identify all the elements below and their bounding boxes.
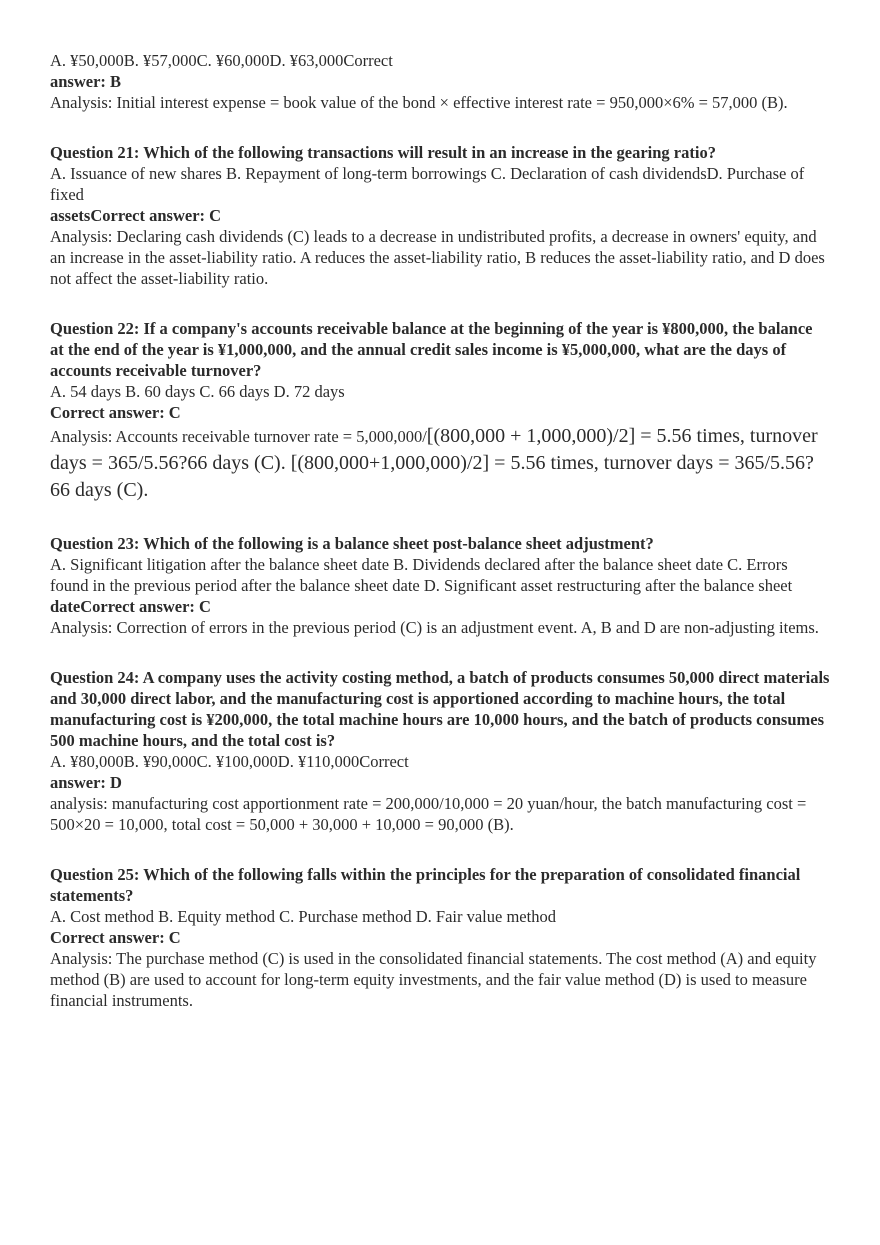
- q25-analysis: Analysis: The purchase method (C) is used in the consolidated financial statements. The cost method (A) and equity method (B) are used to account for long-term equity investments, and the fair value method (D) is used to measure financial instruments.: [50, 949, 817, 1010]
- question-20-block: [50, 50, 830, 113]
- question-25-block: [50, 864, 830, 1011]
- q24-answer: answer: D: [50, 773, 122, 792]
- q21-question: Question 21: Which of the following transactions will result in an increase in the gearing ratio?: [50, 143, 716, 162]
- q25-question: Question 25: Which of the following falls within the principles for the preparation of consolidated financial statements?: [50, 865, 801, 905]
- q23-options: A. Significant litigation after the balance sheet date B. Dividends declared after the balance sheet date C. Errors found in the previous period after the balance sheet date D. Significant asset restructuring after the balance sheet: [50, 555, 793, 595]
- question-21-block: [50, 142, 830, 289]
- q21-options: A. Issuance of new shares B. Repayment of long-term borrowings C. Declaration of cash dividendsD. Purchase of fixed: [50, 164, 805, 204]
- q22-answer: Correct answer: C: [50, 403, 181, 422]
- q24-analysis: analysis: manufacturing cost apportionment rate = 200,000/10,000 = 20 yuan/hour, the batch manufacturing cost = 500×20 = 10,000, total cost = 50,000 + 30,000 + 10,000 = 90,000 (B).: [50, 794, 807, 834]
- q22-analysis: [50, 423, 830, 504]
- question-22-block: [50, 318, 830, 504]
- q23-answer: dateCorrect answer: C: [50, 597, 211, 616]
- q20-answer: answer: B: [50, 72, 122, 91]
- q20-analysis: Analysis: Initial interest expense = book value of the bond × effective interest rate = 950,000×6% = 57,000 (B).: [50, 93, 788, 112]
- q20-options: A. ¥50,000B. ¥57,000C. ¥60,000D. ¥63,000Correct: [50, 51, 393, 70]
- q24-question: Question 24: A company uses the activity costing method, a batch of products consumes 50,000 direct materials and 30,000 direct labor, and the manufacturing cost is apportioned according to machine hours, the total manufacturing cost is ¥200,000, the total machine hours are 10,000 hours, and the batch of products consumes 500 machine hours, and the total cost is?: [50, 668, 830, 750]
- question-23-block: [50, 533, 830, 638]
- q23-question: Question 23: Which of the following is a balance sheet post-balance sheet adjustment?: [50, 534, 654, 553]
- q22-analysis-text: Analysis: Accounts receivable turnover rate = 5,000,000/: [50, 427, 427, 446]
- q22-question: Question 22: If a company's accounts receivable balance at the beginning of the year is ¥800,000, the balance at the end of the year is ¥1,000,000, and the annual credit sales income is ¥5,000,000, what are the days of accounts receivable turnover?: [50, 319, 813, 380]
- q22-analysis-formula: [(800,000 + 1,000,000)/2] = 5.56 times, turnover days = 365/5.56?66 days (C). [(800,000+1,000,000)/2] = 5.56 times, turnover days = 365/5.56?66 days (C).: [50, 425, 818, 501]
- q24-options: A. ¥80,000B. ¥90,000C. ¥100,000D. ¥110,000Correct: [50, 752, 409, 771]
- q21-analysis: Analysis: Declaring cash dividends (C) leads to a decrease in undistributed profits, a decrease in owners' equity, and an increase in the asset-liability ratio. A reduces the asset-liability ratio, B reduces the asset-liability ratio, and D does not affect the asset-liability ratio.: [50, 227, 825, 288]
- q25-answer: Correct answer: C: [50, 928, 181, 947]
- q22-options: A. 54 days B. 60 days C. 66 days D. 72 days: [50, 382, 345, 401]
- question-24-block: [50, 667, 830, 835]
- q21-answer: assetsCorrect answer: C: [50, 206, 222, 225]
- q23-analysis: Analysis: Correction of errors in the previous period (C) is an adjustment event. A, B and D are non-adjusting items.: [50, 618, 819, 637]
- q25-options: A. Cost method B. Equity method C. Purchase method D. Fair value method: [50, 907, 556, 926]
